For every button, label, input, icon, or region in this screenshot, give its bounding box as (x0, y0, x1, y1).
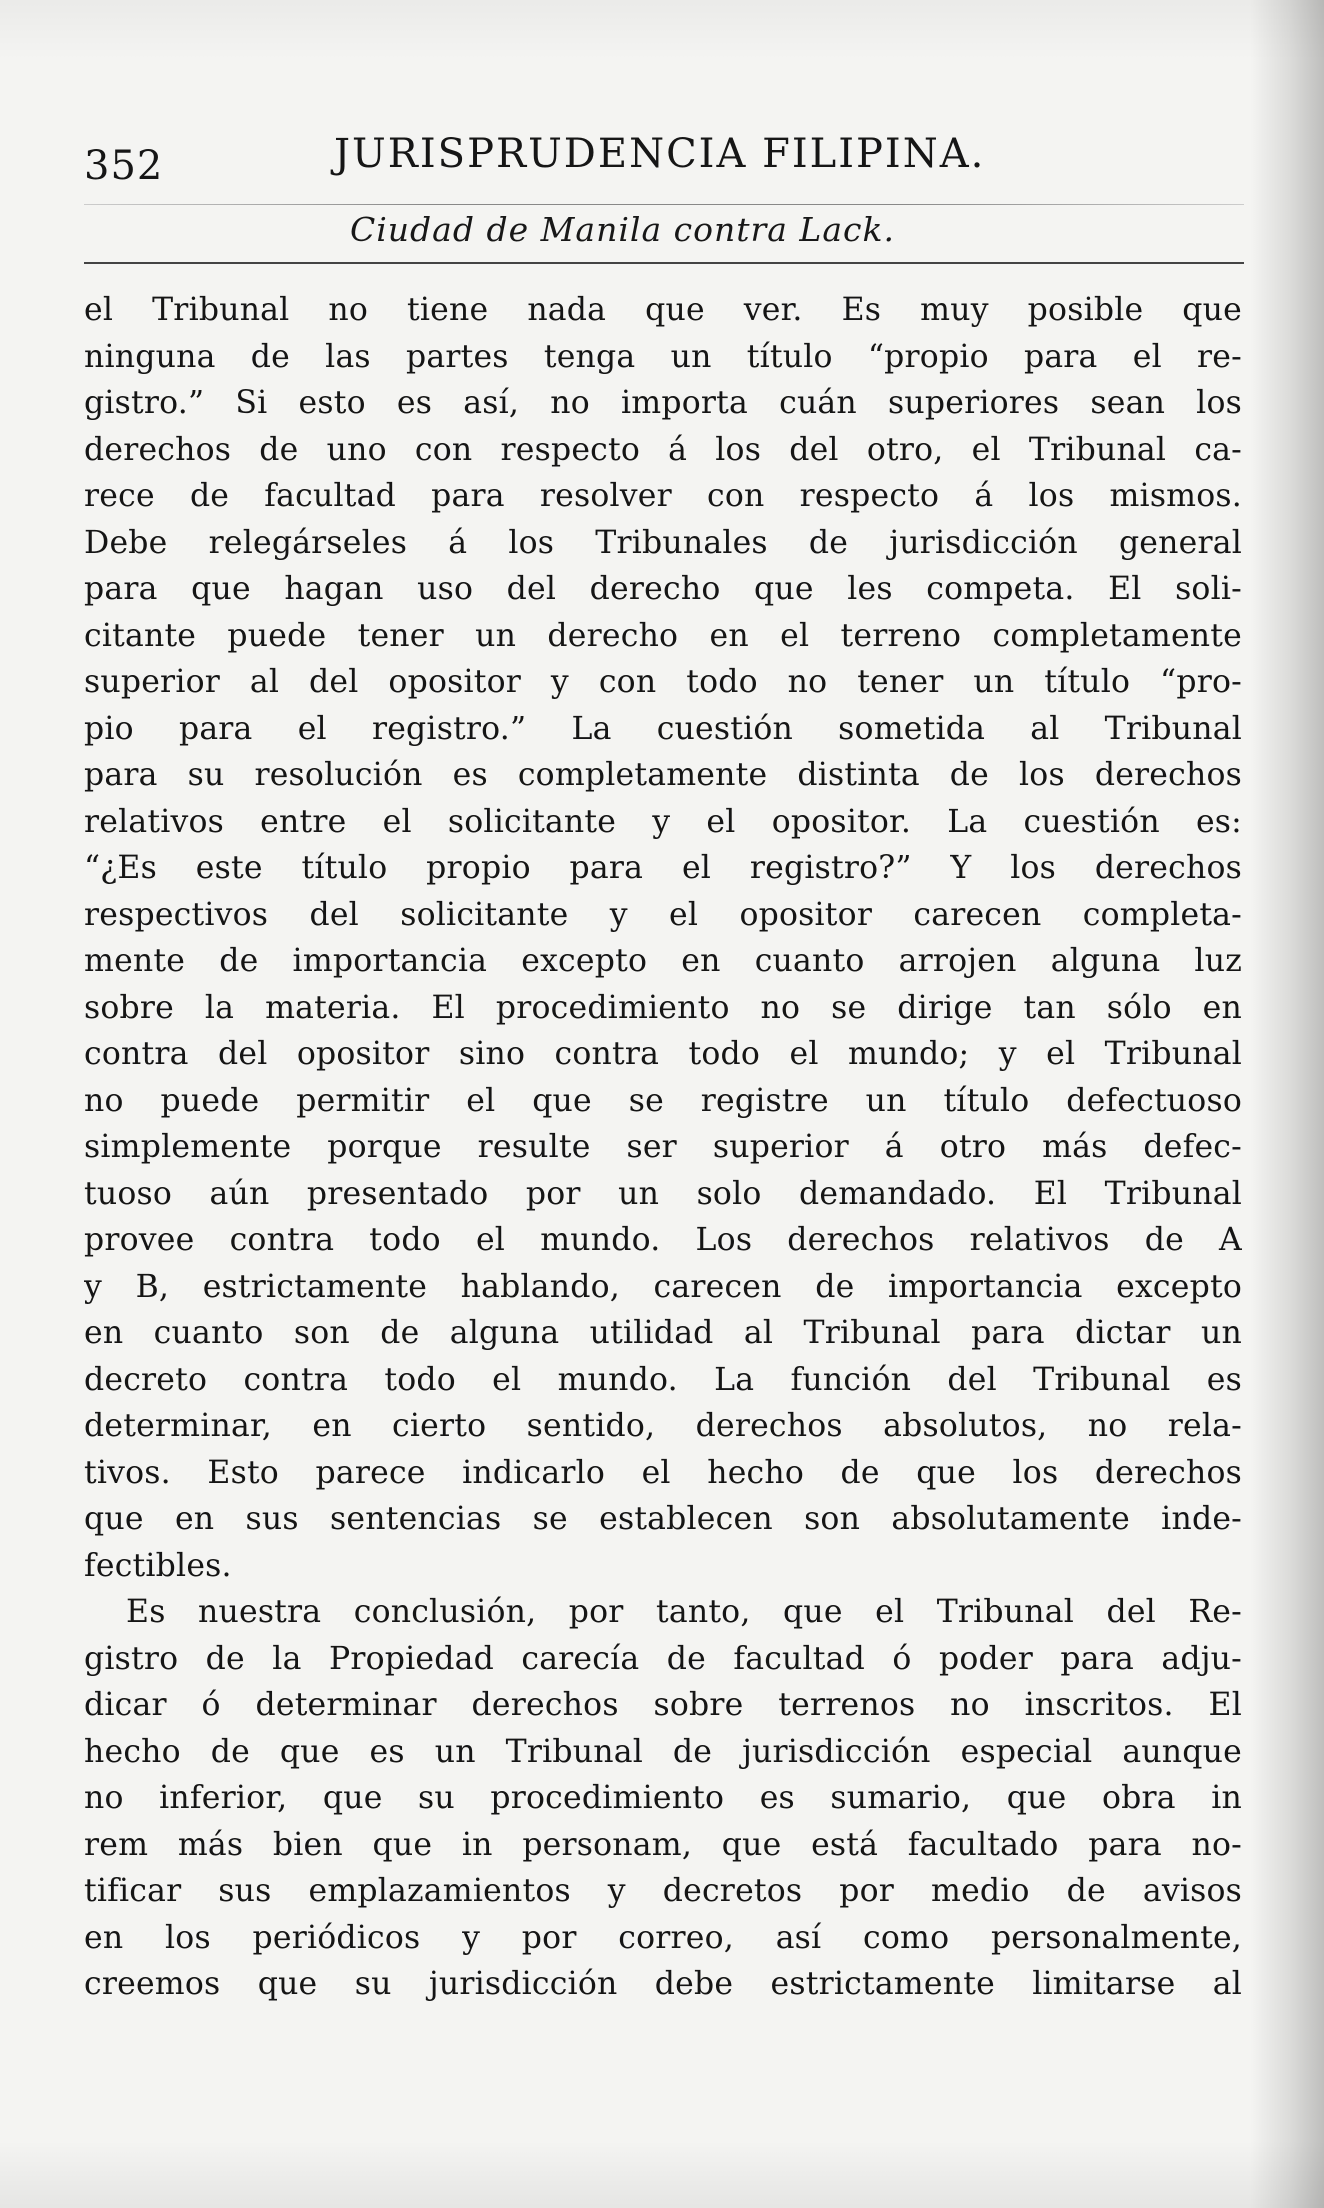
text-line: rece de facultad para resolver con respecto á los mismos. (84, 478, 1242, 514)
text-line: Es nuestra conclusión, por tanto, que el Tribunal del Re- (126, 1594, 1242, 1630)
text-line: hecho de que es un Tribunal de jurisdicción especial aunque (84, 1733, 1242, 1770)
text-line: el Tribunal no tiene nada que ver. Es muy posible que (84, 292, 1242, 328)
text-line: derechos de uno con respecto á los del otro, el Tribunal ca- (84, 431, 1242, 468)
text-line: no puede permitir el que se registre un título defectuoso (84, 1082, 1242, 1119)
text-line: gistro de la Propiedad carecía de facultad ó poder para adju- (84, 1640, 1242, 1677)
text-line: simplemente porque resulte ser superior á otro más defec- (84, 1129, 1242, 1165)
text-line: sobre la materia. El procedimiento no se dirige tan sólo en (84, 989, 1242, 1026)
text-line: tuoso aún presentado por un solo demandado. El Tribunal (84, 1175, 1242, 1212)
text-line: “¿Es este título propio para el registro?” Y los derechos (84, 850, 1242, 886)
text-line: contra del opositor sino contra todo el mundo; y el Tribunal (84, 1036, 1242, 1072)
text-line: decreto contra todo el mundo. La función del Tribunal es (84, 1361, 1242, 1398)
text-line: determinar, en cierto sentido, derechos absolutos, no rela- (84, 1408, 1242, 1444)
text-line: no inferior, que su procedimiento es sumario, que obra in (84, 1780, 1242, 1816)
text-line: Debe relegárseles á los Tribunales de jurisdicción general (84, 524, 1242, 561)
text-line: gistro.” Si esto es así, no importa cuán superiores sean los (84, 385, 1242, 421)
page-number: 352 (84, 143, 164, 189)
text-line: relativos entre el solicitante y el opositor. La cuestión es: (84, 803, 1242, 840)
text-line: dicar ó determinar derechos sobre terrenos no inscritos. El (84, 1687, 1242, 1723)
text-line: respectivos del solicitante y el opositor carecen completa- (84, 896, 1242, 933)
text-line: y B, estrictamente hablando, carecen de importancia excepto (84, 1268, 1242, 1305)
text-line: citante puede tener un derecho en el terreno completamente (84, 617, 1242, 654)
subhead-rule (84, 262, 1244, 264)
text-line: en los periódicos y por correo, así como personalmente, (84, 1919, 1242, 1956)
text-line: provee contra todo el mundo. Los derechos relativos de A (84, 1222, 1242, 1258)
text-line: para su resolución es completamente distinta de los derechos (84, 757, 1242, 793)
paragraph-1 (84, 287, 1242, 1589)
text-line: para que hagan uso del derecho que les competa. El soli- (84, 571, 1242, 607)
text-line: que en sus sentencias se establecen son absolutamente inde- (84, 1501, 1242, 1537)
running-title: JURISPRUDENCIA FILIPINA. (334, 131, 986, 177)
text-line: creemos que su jurisdicción debe estrictamente limitarse al (84, 1966, 1242, 2002)
body-text (84, 287, 1242, 2008)
text-line: pio para el registro.” La cuestión sometida al Tribunal (84, 710, 1242, 747)
case-title: Ciudad de Manila contra Lack. (350, 210, 895, 249)
text-line: tificar sus emplazamientos y decretos por medio de avisos (84, 1873, 1242, 1909)
text-line: fectibles. (84, 1547, 232, 1584)
paragraph-2 (84, 1589, 1242, 2008)
text-line: ninguna de las partes tenga un título “propio para el re- (84, 338, 1242, 375)
header-rule (84, 204, 1244, 205)
text-line: superior al del opositor y con todo no tener un título “pro- (84, 664, 1242, 700)
text-line: tivos. Esto parece indicarlo el hecho de que los derechos (84, 1454, 1242, 1491)
text-line: rem más bien que in personam, que está facultado para no- (84, 1826, 1242, 1863)
text-line: en cuanto son de alguna utilidad al Tribunal para dictar un (84, 1315, 1242, 1351)
text-line: mente de importancia excepto en cuanto arrojen alguna luz (84, 943, 1242, 979)
